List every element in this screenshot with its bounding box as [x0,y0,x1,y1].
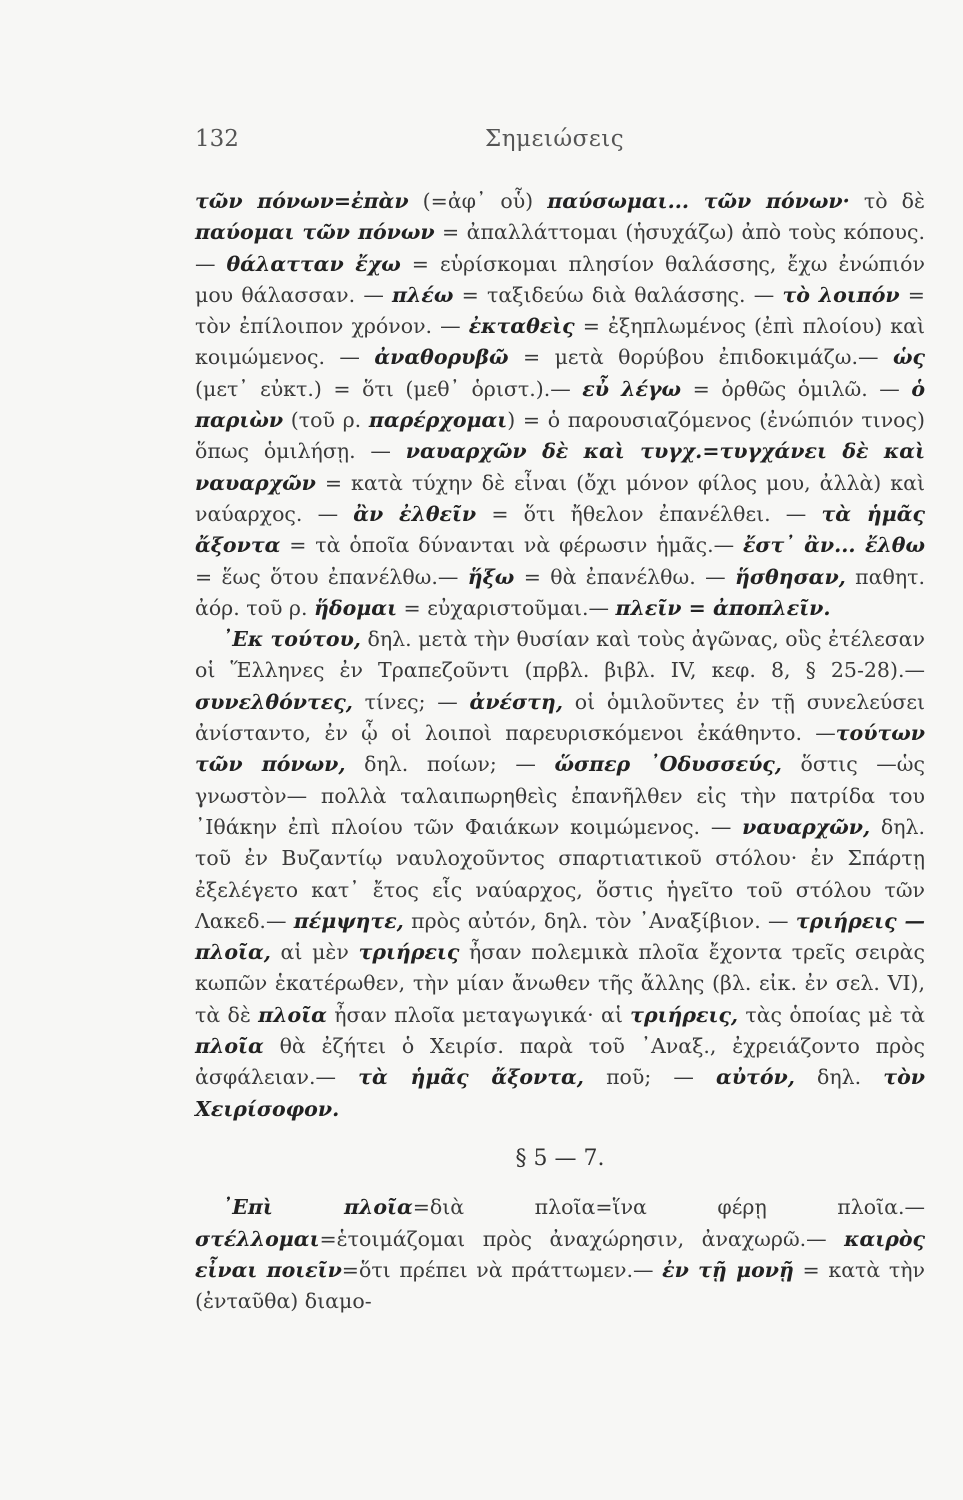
section-heading: § 5 — 7. [515,1145,605,1171]
gloss-text: δηλ. [794,1065,884,1090]
gloss-text: =ἑτοιμάζομαι πρὸς ἀναχώρησιν, ἀναχωρῶ.— [319,1226,845,1251]
lemma: ἀναθορυβῶ [374,345,509,370]
lemma: πλοῖα [195,1034,264,1059]
gloss-text: =διὰ πλοῖα=ἵνα φέρῃ πλοῖα.— [412,1195,925,1220]
lemma: θάλατταν ἔχω [226,251,401,276]
gloss-text: αἱ μὲν [270,940,359,965]
gloss-text: = ἐξηπλωμένος (ἐπὶ πλοίου) καὶ κοιμώμενος. — [195,314,925,370]
lemma: τούτων τῶν πόνων, [195,721,925,777]
gloss-text: τὸ δὲ [849,189,925,213]
gloss-text: = ὅτι ἤθελον ἐπανέλθει. — [476,501,822,526]
gloss-text: ποῦ; — [583,1065,717,1090]
body-text [195,186,925,1317]
lemma: πλεῖν = ἀποπλεῖν. [615,595,831,620]
gloss-text: οἱ ὁμιλοῦντες ἐν τῇ συνελεύσει ἀνίσταντο, ἐν ᾧ οἱ λοιποὶ παρευρισκόμενοι ἐκάθηντο. — [195,689,925,746]
lemma: ἥδομαι [314,595,397,620]
paragraph-2 [195,624,925,1125]
lemma: ναυαρχῶν δὲ καὶ τυγχ.=τυγχάνει δὲ καὶ ναυαρχῶν [195,439,925,495]
lemma: τὸ λοιπόν [782,282,900,307]
lemma: εὖ λέγω [582,376,682,401]
gloss-text: θὰ ἐζήτει ὁ Χειρίσ. παρὰ τοῦ ᾽Αναξ., ἐχρειάζοντο πρὸς ἀσφάλειαν.— [195,1034,925,1090]
gloss-text: = τὰ ὁποῖα δύνανται νὰ φέρωσιν ἡμᾶς.— [280,533,743,558]
page-number: 132 [195,126,239,152]
page-header [195,126,920,166]
lemma: πλέω [392,282,454,307]
lemma: πλοῖα [258,1002,327,1027]
lemma: ἥξω [467,564,515,589]
running-title: Σημειώσεις [485,126,625,152]
lemma: ὁ παριὼν [195,376,926,433]
lemma: ἔστ᾽ ἂν... ἔλθω [742,533,925,558]
gloss-text: δηλ. μετὰ τὴν θυσίαν καὶ τοὺς ἀγῶνας, οὓς ἐτέλεσαν οἱ Ἕλληνες ἐν Τραπεζοῦντι (πρβλ. βιβλ. IV, κεφ. 8, § 25-28).— [195,627,925,683]
gloss-text: = εὐχαριστοῦμαι.— [396,595,616,620]
lemma: καιρὸς εἶναι ποιεῖν [195,1226,925,1282]
gloss-text: (μετ᾽ εὐκτ.) = ὅτι (μεθ᾽ ὁριστ.).— [195,376,583,401]
gloss-text: παθητ. ἀόρ. τοῦ ρ. [195,564,925,620]
lemma: παύσωμαι... τῶν πόνων· [547,189,850,213]
lemma: τριήρεις [358,940,460,965]
gloss-text: = ἕως ὅτου ἐπανέλθω.— [195,564,468,589]
lemma: τὸν Χειρίσοφον. [195,1065,925,1121]
gloss-text: (τοῦ ρ. [283,408,369,433]
lemma: ναυαρχῶν, [742,814,871,839]
gloss-text: τίνες; — [352,689,470,714]
lemma: ᾽Εκ τούτου, [222,627,361,652]
paragraph-1 [195,186,925,624]
gloss-text: ) = ὁ παρουσιαζόμενος (ἐνώπιόν τινος) ὅπως ὁμιλήσῃ. — [195,408,925,464]
lemma: ὡς [893,345,926,370]
gloss-text: = κατὰ τὴν (ἐνταῦθα) διαμο- [195,1257,925,1314]
lemma: ἂν ἐλθεῖν [353,501,477,526]
gloss-text: ἦσαν πλοῖα μεταγωγικά· αἱ [326,1002,631,1027]
gloss-text: τὰς ὁποίας μὲ τὰ [738,1002,925,1027]
lemma: τῶν πόνων=ἐπὰν [195,189,409,213]
paragraph-3 [195,1192,925,1317]
gloss-text: =ὅτι πρέπει νὰ πράττωμεν.— [341,1257,663,1282]
gloss-text: = εὑρίσκομαι πλησίον θαλάσσης, ἔχω ἐνώπιόν μου θάλασσαν. — [195,251,925,307]
lemma: ὥσπερ ᾽Οδυσσεύς, [554,752,782,777]
lemma: παύομαι τῶν πόνων [195,220,435,245]
lemma: ἥσθησαν, [734,564,846,589]
gloss-text: δηλ. ποίων; — [345,752,555,777]
lemma: παρέρχομαι [368,408,508,433]
lemma: ᾽Επὶ πλοῖα [222,1195,413,1220]
lemma: πέμψητε, [293,908,404,933]
gloss-text: = τὸν ἐπίλοιπον χρόνον. — [195,282,925,339]
gloss-text: = ταξιδεύω διὰ θαλάσσης. — [453,282,783,307]
gloss-text: ἦσαν πολεμικὰ πλοῖα ἔχοντα τρεῖς σειρὰς κωπῶν ἑκατέρωθεν, τὴν μίαν ἄνωθεν τῆς ἄλλης (βλ. εἰκ. ἐν σελ. VI), τὰ δὲ [195,940,925,1027]
lemma: τὰ ἡμᾶς ἄξοντα, [358,1065,584,1090]
gloss-text: δηλ. τοῦ ἐν Βυζαντίῳ ναυλοχοῦντος σπαρτιατικοῦ στόλου· ἐν Σπάρτῃ ἐξελέγετο κατ᾽ ἔτος εἷς ναύαρχος, ὅστις ἡγεῖτο τοῦ στόλου τῶν Λακεδ.— [195,814,925,933]
lemma: ἀνέστη, [469,689,563,714]
gloss-text: = ὀρθῶς ὁμιλῶ. — [681,376,912,401]
lemma: ἐκταθεὶς [468,314,575,339]
gloss-text: ὅστις —ὡς γνωστὸν— πολλὰ ταλαιπωρηθεὶς ἐπανῆλθεν εἰς τὴν πατρίδα του ᾽Ιθάκην ἐπὶ πλοίου τῶν Φαιάκων κοιμώμενος. — [195,752,925,839]
lemma: τριήρεις — πλοῖα, [195,908,925,965]
gloss-text: = θὰ ἐπανέλθω. — [514,564,735,589]
gloss-text: = μετὰ θορύβου ἐπιδοκιμάζω.— [508,345,893,370]
lemma: τριήρεις, [630,1002,739,1027]
lemma: συνελθόντες, [195,689,353,714]
gloss-text: πρὸς αὐτόν, δηλ. τὸν ᾽Αναξίβιον. — [403,908,796,933]
lemma: στέλλομαι [195,1226,320,1251]
lemma: τὰ ἡμᾶς ἄξοντα [195,501,925,558]
gloss-text: = κατὰ τύχην δὲ εἶναι (ὄχι μόνον φίλος μου, ἀλλὰ) καὶ ναύαρχος. — [195,470,925,526]
gloss-text: (=ἀφ᾽ οὗ) [408,189,548,213]
lemma: ἐν τῇ μονῇ [662,1257,794,1282]
lemma: αὐτόν, [716,1065,795,1090]
gloss-text: = ἀπαλλάττομαι (ἡσυχάζω) ἀπὸ τοὺς κόπους. — [195,220,925,276]
